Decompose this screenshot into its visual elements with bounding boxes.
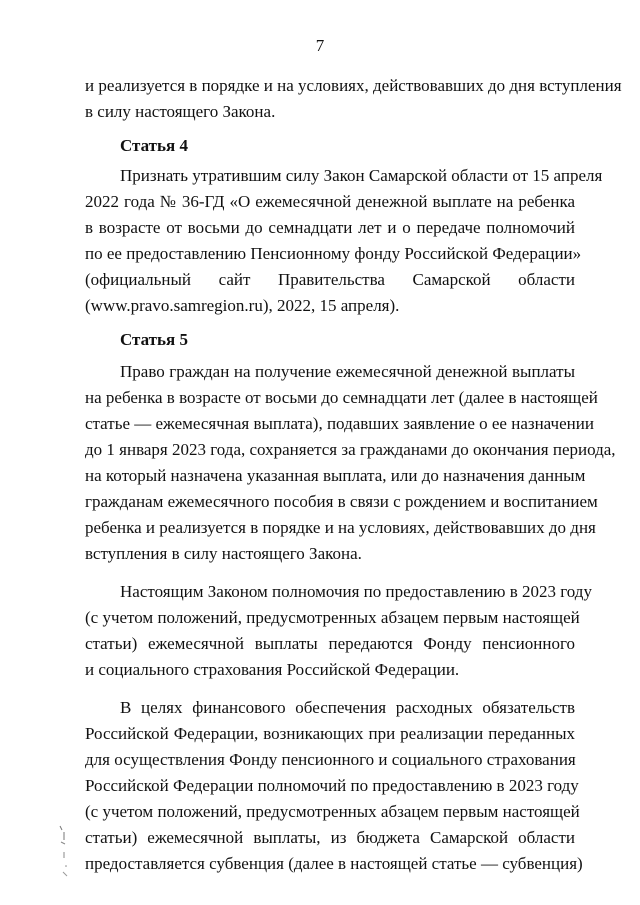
- text-line: Признать утратившим силу Закон Самарской области от 15 апреля: [120, 166, 603, 185]
- text-line: статье — ежемесячная выплата), подавших заявление о ее назначении: [85, 414, 594, 433]
- text-line: (с учетом положений, предусмотренных абзацем первым настоящей: [85, 802, 580, 821]
- text-line: и социального страхования Российской Федерации.: [85, 660, 460, 679]
- text-line: (www.pravo.samregion.ru), 2022, 15 апреля).: [85, 296, 400, 315]
- scan-margin-mark-icon: [58, 822, 74, 882]
- text-line: Настоящим Законом полномочия по предоставлению в 2023 году: [120, 582, 592, 601]
- text-line: Право граждан на получение ежемесячной денежной выплаты: [120, 362, 575, 381]
- text-line: Российской Федерации полномочий по предоставлению в 2023 году: [85, 776, 579, 795]
- text-line: гражданам ежемесячного пособия в связи с рождением и воспитанием: [85, 492, 598, 511]
- text-line: В целях финансового обеспечения расходных обязательств: [120, 698, 575, 717]
- text-line: статьи) ежемесячной выплаты, из бюджета Самарской области: [85, 828, 575, 847]
- text-line: на который назначена указанная выплата, или до назначения данным: [85, 466, 586, 485]
- article-4-heading: Статья 4: [120, 136, 188, 155]
- text-line: ребенка и реализуется в порядке и на условиях, действовавших до дня: [85, 518, 596, 537]
- text-line: для осуществления Фонду пенсионного и социального страхования: [85, 750, 576, 769]
- document-body: [85, 73, 622, 877]
- text-line: Российской Федерации, возникающих при реализации переданных: [85, 724, 575, 743]
- text-line: вступления в силу настоящего Закона.: [85, 544, 362, 563]
- text-line: (официальный сайт Правительства Самарской области: [85, 270, 575, 289]
- text-line: на ребенка в возрасте от восьми до семнадцати лет (далее в настоящей: [85, 388, 598, 407]
- text-line: статьи) ежемесячной выплаты передаются Фонду пенсионного: [85, 634, 575, 653]
- article-5-heading: Статья 5: [120, 330, 188, 349]
- text-line: по ее предоставлению Пенсионному фонду Российской Федерации»: [85, 244, 582, 263]
- text-line: в силу настоящего Закона.: [85, 102, 276, 121]
- text-line: в возрасте от восьми до семнадцати лет и о передаче полномочий: [85, 218, 575, 237]
- text-line: предоставляется субвенция (далее в настоящей статье — субвенция): [85, 854, 583, 873]
- text-line: (с учетом положений, предусмотренных абзацем первым настоящей: [85, 608, 580, 627]
- text-line: и реализуется в порядке и на условиях, действовавших до дня вступления: [85, 76, 622, 95]
- page-number: 7: [315, 36, 325, 55]
- text-line: 2022 года № 36-ГД «О ежемесячной денежной выплате на ребенка: [85, 192, 575, 211]
- text-line: до 1 января 2023 года, сохраняется за гражданами до окончания периода,: [85, 440, 616, 459]
